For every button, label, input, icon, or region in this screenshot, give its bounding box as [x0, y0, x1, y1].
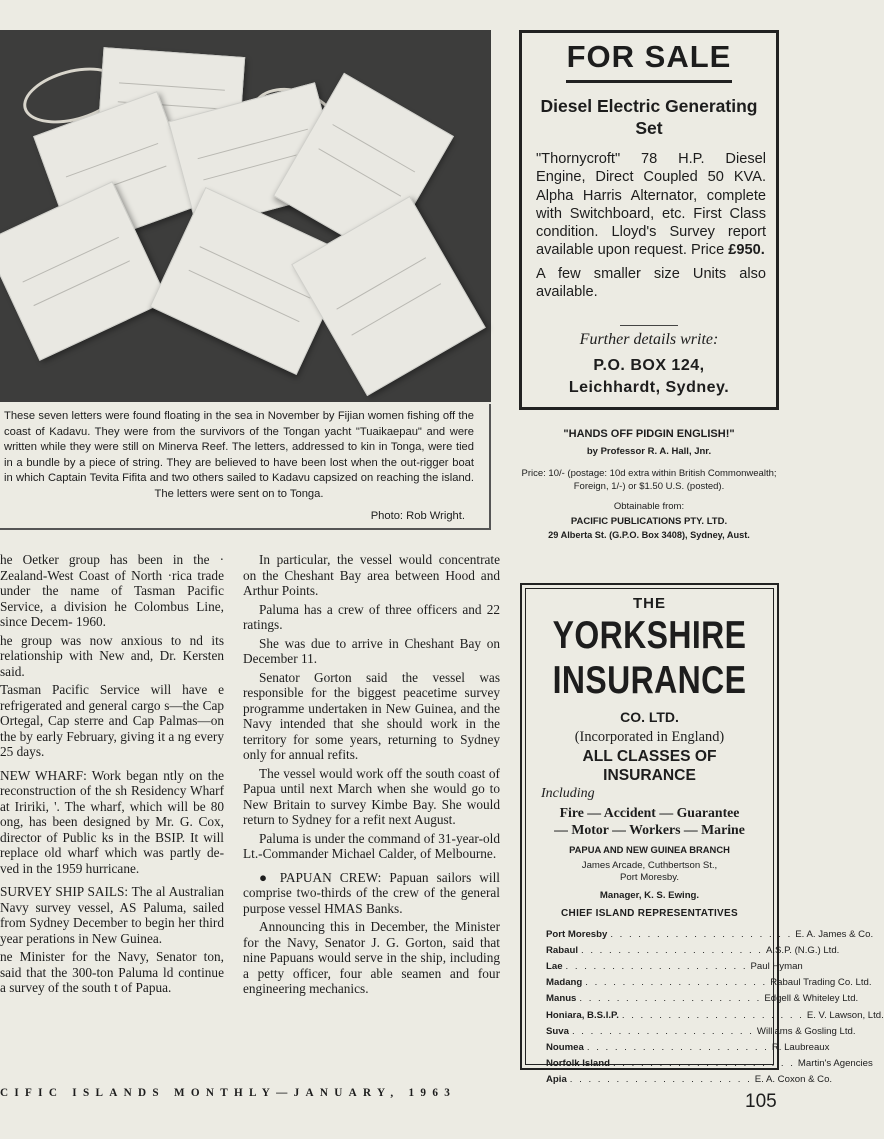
rep-place: Suva — [546, 1025, 569, 1037]
ad-insurance-line: Fire — Accident — Guarantee — [559, 805, 740, 820]
ad-insurance-line: — Motor — Workers — Marine — [554, 821, 745, 837]
article-paragraph: She was due to arrive in Cheshant Bay on December 11. — [243, 635, 500, 666]
letters-photo — [0, 30, 491, 402]
representative-row — [546, 1039, 830, 1055]
ad-address — [526, 860, 773, 884]
leader-dots: . . . . . . . . . . . . . . . . . . . . — [571, 1025, 754, 1037]
ad-insurance-lines — [526, 805, 773, 838]
article-paragraph: ne Minister for the Navy, Senator ton, said that the 300-ton Paluma ld continue a survey of the south t of Papua. — [0, 949, 224, 995]
representative-row — [546, 958, 803, 974]
for-sale-price: £950. — [728, 242, 765, 259]
for-sale-body — [536, 150, 766, 306]
leader-dots: . . . . . . . . . . . . . . . . . . . . — [565, 960, 748, 972]
for-sale-subtitle-line: Set — [635, 118, 663, 138]
pidgin-price: Price: 10/- (postage: 10d extra within British Commonwealth; Foreign, 1/-) or $1.50 U.S. (posted). — [521, 468, 777, 492]
for-sale-subtitle-line: Diesel Electric Generating — [540, 96, 758, 116]
divider — [566, 80, 732, 83]
rep-agent: E. V. Lawson, Ltd. — [806, 1009, 884, 1021]
article-paragraph: ● PAPUAN CREW: Papuan sailors will comprise two-thirds of the crew of the general purpose vessel HMAS Banks. — [243, 869, 500, 916]
rep-place: Norfolk Island — [546, 1058, 610, 1070]
ad-co-ltd: CO. LTD. — [620, 709, 679, 725]
ad-all-classes-line: ALL CLASSES OF — [582, 748, 717, 765]
article-column-2 — [243, 552, 500, 1000]
leader-dots: . . . . . . . . . . . . . . . . . . . . — [612, 1058, 795, 1070]
running-footer: CIFIC ISLANDS MONTHLY—JANUARY, 1963 — [0, 1087, 457, 1099]
for-sale-ad — [519, 30, 779, 410]
letter-envelope — [291, 196, 486, 396]
yorkshire-insurance-ad — [520, 583, 884, 1086]
leader-dots: . . . . . . . . . . . . . . . . . . . . — [621, 1009, 804, 1021]
ad-address-line: Port Moresby. — [619, 872, 679, 883]
leader-dots: . . . . . . . . . . . . . . . . . . . . — [569, 1074, 752, 1086]
rep-agent: Martin's Agencies — [797, 1058, 873, 1070]
photo-caption: These seven letters were found floating in the sea in November by Fijian women fishing off the coast of Kadavu. They were from the survivors of the Tongan yacht "Tuaikaepau" and were written while they were still on Minerva Reef. The letters, addressed to kin in Tonga, were tied in a bundle by a piece of string. They are believed to have been lost when the out-rigger boat in which Captain Tevita Fifita and two others sailed to Kadavu capsized on reaching the island. The letters were sent on to Tonga. — [4, 410, 474, 500]
rep-agent: Paul Hyman — [750, 960, 803, 972]
article-paragraph: Announcing this in December, the Minister for the Navy, Senator J. G. Gorton, said that nine Papuans would serve in the ship, including a petty officer, four able seamen and four engineering mechanics. — [243, 919, 500, 996]
ad-branch: PAPUA AND NEW GUINEA BRANCH — [569, 844, 730, 855]
rep-place: Apia — [546, 1074, 567, 1086]
ad-all-classes — [526, 748, 773, 785]
for-sale-place: Leichhardt, Sydney. — [568, 379, 730, 396]
representatives-list — [546, 926, 884, 1088]
leader-dots: . . . . . . . . . . . . . . . . . . . . — [581, 944, 763, 956]
article-column-1 — [0, 552, 224, 999]
pidgin-author: by Professor R. A. Hall, Jnr. — [586, 446, 712, 457]
for-sale-further: Further details write: — [579, 331, 719, 348]
article-paragraph: Tasman Pacific Service will have e refrigerated and general cargo s—the Cap Ortegal, Cap sterre and Cap Palmas—on the by early February, giving it a ng every 25 days. — [0, 682, 224, 759]
for-sale-description — [536, 150, 766, 260]
rep-place: Port Moresby — [546, 928, 608, 940]
pidgin-address: 29 Alberta St. (G.P.O. Box 3408), Sydney, Aust. — [548, 530, 750, 540]
article-paragraph: In particular, the vessel would concentrate on the Cheshant Bay area between Hood and Arthur Points. — [243, 552, 500, 598]
rep-place: Lae — [546, 960, 563, 972]
representative-row — [546, 1023, 856, 1039]
rep-agent: Williams & Gosling Ltd. — [756, 1025, 856, 1037]
article-paragraph: Senator Gorton said the vessel was responsible for the biggest peacetime survey programme undertaken in New Guinea, and the Navy intended that she should work in the territory for some years, returning to Sydney only for annual refits. — [243, 669, 500, 762]
pidgin-title: "HANDS OFF PIDGIN ENGLISH!" — [563, 428, 735, 440]
rep-agent: A.S.P. (N.G.) Ltd. — [765, 944, 840, 956]
article-paragraph: he Oetker group has been in the · Zealand-West Coast of North ·rica trade under the name of Tasman Pacific Service, a division he Colombus Line, since Decem- 1960. — [0, 552, 224, 629]
for-sale-description-text: "Thornycroft" 78 H.P. Diesel Engine, Direct Coupled 50 KVA. Alpha Harris Alternator, complete with Switchboard, etc. First Class condition. Lloyd's Survey report available upon request. Price — [536, 151, 766, 259]
article-paragraph: Paluma has a crew of three officers and 22 ratings. — [243, 601, 500, 632]
rep-agent: Edgell & Whiteley Ltd. — [764, 993, 859, 1005]
for-sale-address — [522, 355, 776, 399]
representative-row — [546, 926, 874, 942]
leader-dots: . . . . . . . . . . . . . . . . . . . . — [610, 928, 793, 940]
ad-chief-representatives: CHIEF ISLAND REPRESENTATIVES — [561, 908, 738, 919]
for-sale-po-box: P.O. BOX 124, — [593, 357, 705, 374]
ad-manager: Manager, K. S. Ewing. — [599, 890, 700, 901]
rep-place: Madang — [546, 977, 583, 989]
rep-place: Manus — [546, 993, 577, 1005]
article-paragraph: SURVEY SHIP SAILS: The al Australian Navy survey vessel, AS Paluma, sailed from Sydney December to begin her third year perations in New Guinea. — [0, 884, 224, 946]
page-number: 105 — [745, 1091, 777, 1112]
rep-agent: R. Laubreaux — [771, 1041, 830, 1053]
article-paragraph: he group was now anxious to nd its relationship with New and, Dr. Kersten said. — [0, 632, 224, 679]
rep-place: Rabaul — [546, 944, 578, 956]
ad-all-classes-line: INSURANCE — [603, 766, 696, 784]
ad-the: THE — [633, 595, 666, 612]
rep-agent: Rabaul Trading Co. Ltd. — [770, 977, 872, 989]
for-sale-subtitle — [528, 95, 770, 139]
representative-row — [546, 975, 872, 991]
leader-dots: . . . . . . . . . . . . . . . . . . . . — [585, 977, 768, 989]
rep-agent: E. A. Coxon & Co. — [754, 1074, 833, 1086]
leader-dots: . . . . . . . . . . . . . . . . . . . . — [579, 993, 762, 1005]
article-paragraph: Paluma is under the command of 31-year-old Lt.-Commander Michael Calder, of Melbourne. — [243, 830, 500, 861]
ad-address-line: James Arcade, Cuthbertson St., — [581, 860, 718, 871]
pidgin-publisher: PACIFIC PUBLICATIONS PTY. LTD. — [570, 516, 728, 527]
ad-incorporated: (Incorporated in England) — [574, 729, 725, 745]
for-sale-note: A few smaller size Units also available. — [536, 265, 766, 301]
rep-agent: E. A. James & Co. — [795, 928, 874, 940]
article-paragraph: NEW WHARF: Work began ntly on the reconstruction of the sh Residency Wharf at Iririki, '. The wharf, which will be 80 ong, has been designed by Mr. G. Cox, director of Public ks in the BSIP. It will replace old wharf which was partly de- ved in the 1959 hurricane. — [0, 767, 224, 876]
representative-row — [546, 942, 840, 958]
rep-place: Noumea — [546, 1041, 584, 1053]
representative-row — [546, 1056, 873, 1072]
representative-row — [546, 991, 859, 1007]
ad-including: Including — [541, 786, 595, 801]
representative-row — [546, 1007, 884, 1023]
pidgin-obtainable: Obtainable from: — [613, 501, 685, 512]
photo-caption-box — [0, 404, 491, 530]
divider — [620, 325, 678, 326]
for-sale-title: FOR SALE — [566, 39, 732, 74]
ad-inner-border — [525, 588, 884, 1086]
ad-company-name-line: YORKSHIRE — [552, 614, 747, 657]
rep-place: Honiara, B.S.I.P. — [546, 1009, 619, 1021]
leader-dots: . . . . . . . . . . . . . . . . . . . . — [586, 1041, 769, 1053]
ad-company-name-line: INSURANCE — [552, 659, 747, 702]
photo-credit: Photo: Rob Wright. — [370, 510, 465, 522]
article-paragraph: The vessel would work off the south coast of Papua until next March when she would go to New Britain to survey Kimbe Bay. She would return to Sydney for a refit next August. — [243, 765, 500, 827]
representative-row — [546, 1072, 833, 1088]
pidgin-book-notice — [516, 428, 782, 540]
ad-company-name — [548, 613, 751, 703]
